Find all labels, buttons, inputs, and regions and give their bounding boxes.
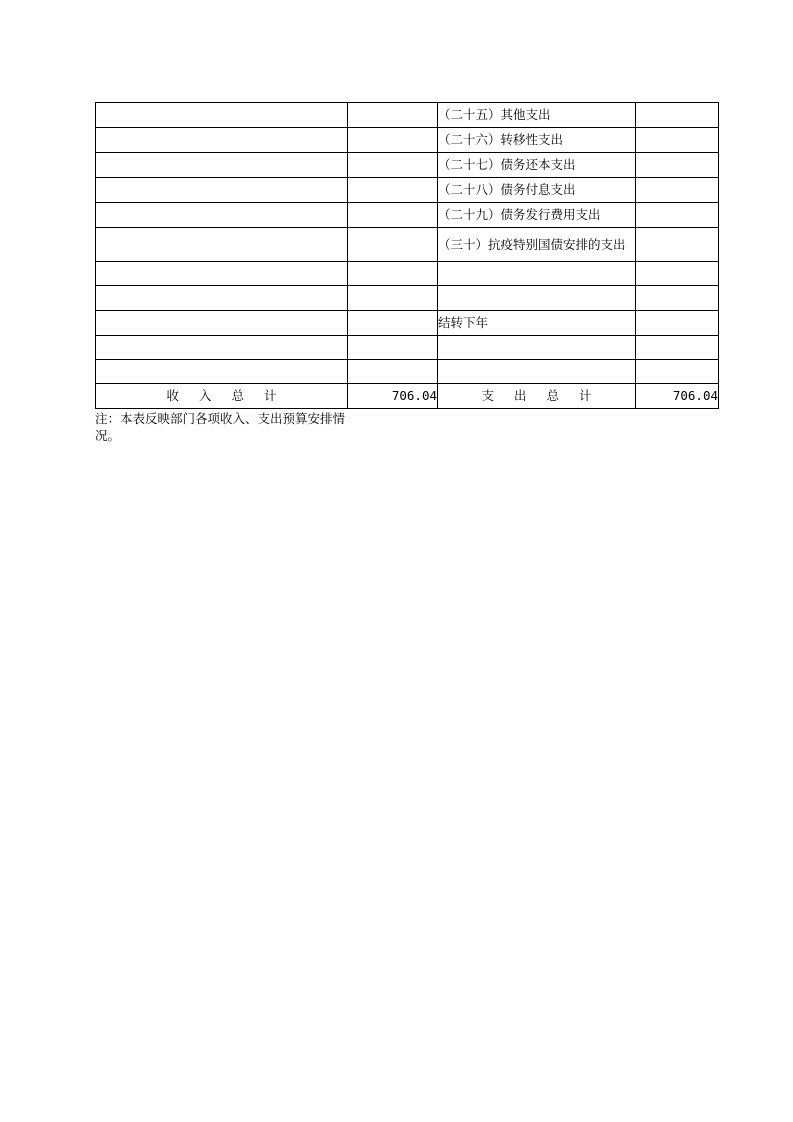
income-amount-cell xyxy=(348,178,438,203)
income-amount-cell xyxy=(348,262,438,286)
income-item-cell xyxy=(96,262,348,286)
expense-item-cell: 结转下年 xyxy=(438,311,636,336)
income-item-cell xyxy=(96,203,348,228)
expense-item-cell: （二十五）其他支出 xyxy=(438,103,636,128)
expense-amount-cell xyxy=(636,128,719,153)
table-note: 注：本表反映部门各项收入、支出预算安排情况。 xyxy=(95,411,346,443)
income-item-cell xyxy=(96,178,348,203)
table-row xyxy=(96,103,719,128)
expense-total-label-text: 支出总计 xyxy=(481,388,612,403)
income-item-cell xyxy=(96,128,348,153)
expense-amount-cell xyxy=(636,203,719,228)
income-amount-cell xyxy=(348,153,438,178)
income-amount-cell xyxy=(348,336,438,360)
expense-amount-cell xyxy=(636,360,719,384)
income-amount-cell xyxy=(348,228,438,262)
table-row xyxy=(96,360,719,384)
income-amount-cell xyxy=(348,203,438,228)
table-row xyxy=(96,153,719,178)
income-amount-cell xyxy=(348,128,438,153)
table-row xyxy=(96,203,719,228)
expense-amount-cell xyxy=(636,103,719,128)
budget-table xyxy=(95,102,719,409)
expense-amount-cell xyxy=(636,262,719,286)
income-amount-cell xyxy=(348,103,438,128)
income-item-cell xyxy=(96,286,348,311)
income-amount-cell xyxy=(348,360,438,384)
expense-item-cell: （二十八）债务付息支出 xyxy=(438,178,636,203)
table-row xyxy=(96,228,719,262)
expense-item-cell: （二十九）债务发行费用支出 xyxy=(438,203,636,228)
table-row xyxy=(96,286,719,311)
expense-total-value: 706.04 xyxy=(636,384,719,409)
table-row xyxy=(96,336,719,360)
income-amount-cell xyxy=(348,286,438,311)
expense-item-cell: （二十六）转移性支出 xyxy=(438,128,636,153)
income-item-cell xyxy=(96,103,348,128)
expense-item-cell xyxy=(438,286,636,311)
income-item-cell xyxy=(96,360,348,384)
expense-total-label xyxy=(438,384,636,409)
income-item-cell xyxy=(96,153,348,178)
income-amount-cell xyxy=(348,311,438,336)
expense-item-cell xyxy=(438,360,636,384)
expense-item-cell: （三十）抗疫特别国债安排的支出 xyxy=(438,228,636,262)
expense-item-cell xyxy=(438,336,636,360)
income-item-cell xyxy=(96,228,348,262)
table-row xyxy=(96,262,719,286)
expense-amount-cell xyxy=(636,286,719,311)
income-total-label xyxy=(96,384,348,409)
expense-amount-cell xyxy=(636,153,719,178)
totals-row xyxy=(96,384,719,409)
income-item-cell xyxy=(96,311,348,336)
table-row xyxy=(96,178,719,203)
expense-amount-cell xyxy=(636,178,719,203)
expense-amount-cell xyxy=(636,336,719,360)
income-total-label-text: 收入总计 xyxy=(166,388,297,403)
expense-amount-cell xyxy=(636,311,719,336)
table-row xyxy=(96,311,719,336)
income-total-value: 706.04 xyxy=(348,384,438,409)
expense-item-cell xyxy=(438,262,636,286)
expense-item-cell: （二十七）债务还本支出 xyxy=(438,153,636,178)
income-item-cell xyxy=(96,336,348,360)
table-row xyxy=(96,128,719,153)
expense-amount-cell xyxy=(636,228,719,262)
